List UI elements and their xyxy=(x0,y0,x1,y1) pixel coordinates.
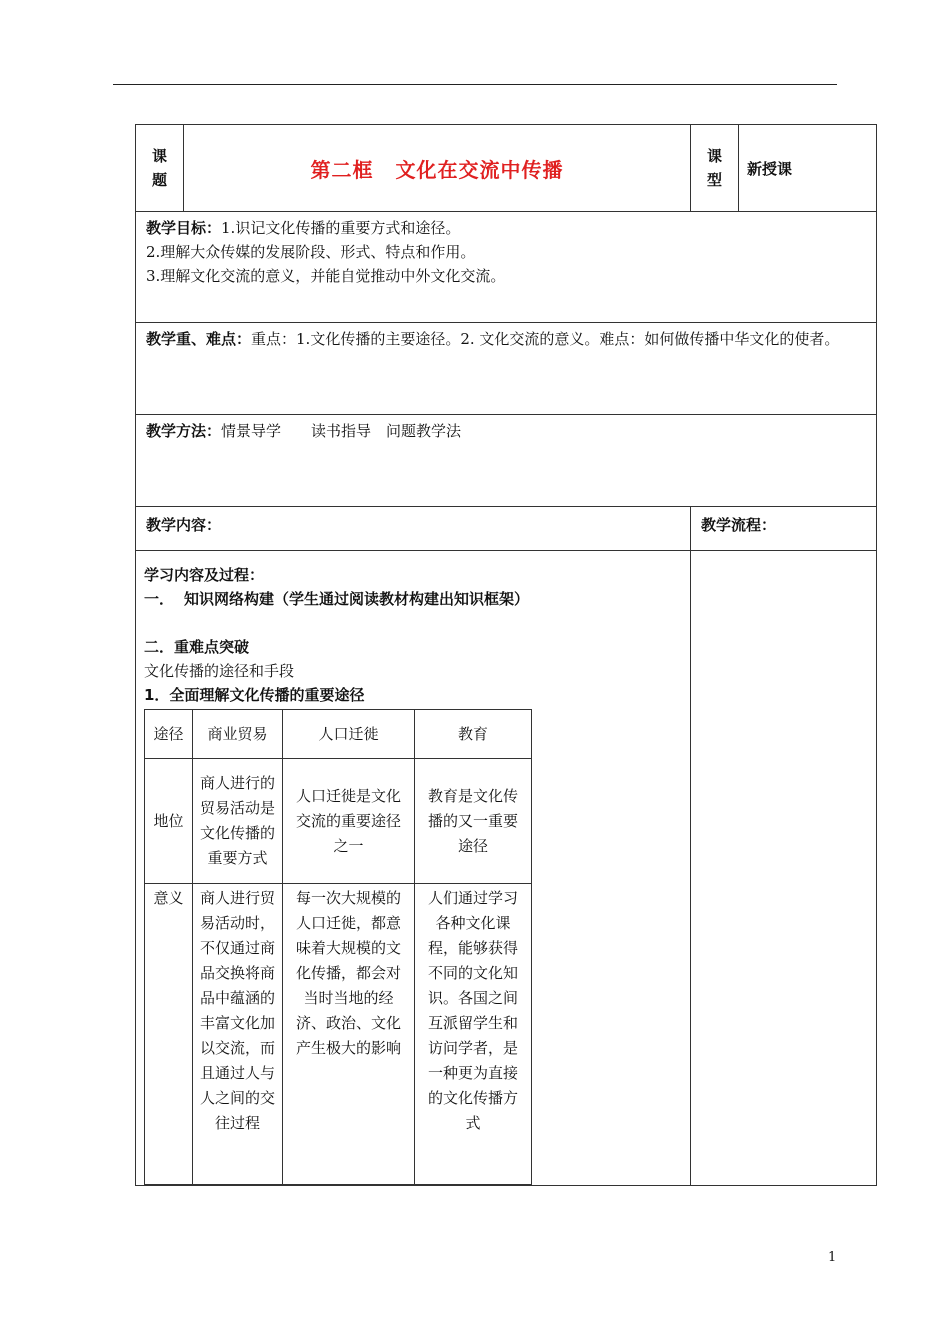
row-label: 地位 xyxy=(145,759,193,884)
topic-label-cell xyxy=(136,125,184,212)
goals-row xyxy=(136,212,877,323)
methods-row xyxy=(136,415,877,507)
key-points-text: 重点：1.文化传播的主要途径。2. 文化交流的意义。难点：如何做传播中华文化的使者。 xyxy=(251,330,840,348)
title-part-2: 文化在交流中传播 xyxy=(395,157,564,182)
content-heading: 学习内容及过程： xyxy=(144,566,265,584)
table-row xyxy=(145,759,532,884)
item-1 xyxy=(144,587,682,611)
content-label: 教学内容： xyxy=(136,507,691,551)
header-cell: 商业贸易 xyxy=(193,710,283,759)
table-cell: 每一次大规模的人口迁徙，都意味着大规模的文化传播，都会对当时当地的经济、政治、文化产生极大的影响 xyxy=(283,884,415,1185)
goal-line-1: 1.识记文化传播的重要方式和途径。 xyxy=(221,219,461,237)
content-flow-label-row xyxy=(136,507,877,551)
methods-text: 情景导学 读书指导 问题教学法 xyxy=(221,422,462,440)
section-1-heading: 1．全面理解文化传播的重要途径 xyxy=(144,686,365,704)
content-row xyxy=(136,551,877,1186)
table-cell: 教育是文化传播的又一重要途径 xyxy=(415,759,532,884)
header-cell: 人口迁徙 xyxy=(283,710,415,759)
key-points-row xyxy=(136,323,877,415)
lesson-plan-table xyxy=(135,124,877,1186)
methods-cell xyxy=(136,415,877,507)
goal-line-2: 2.理解大众传媒的发展阶段、形式、特点和作用。 xyxy=(146,243,476,261)
table-cell: 商人进行的贸易活动是文化传播的重要方式 xyxy=(193,759,283,884)
header-row xyxy=(136,125,877,212)
goals-cell xyxy=(136,212,877,323)
row-label: 意义 xyxy=(145,884,193,1185)
type-label-cell xyxy=(691,125,739,212)
type-label: 课型 xyxy=(706,147,722,189)
lesson-title xyxy=(184,125,691,212)
page-number: 1 xyxy=(828,1250,837,1265)
content-cell xyxy=(136,551,691,1186)
table-row xyxy=(145,884,532,1185)
goals-label: 教学目标： xyxy=(146,219,222,237)
item-1-text: 知识网络构建（学生通过阅读教材构建出知识框架） xyxy=(184,590,530,608)
table-cell: 人口迁徙是文化交流的重要途径之一 xyxy=(283,759,415,884)
flow-cell xyxy=(691,551,877,1186)
table-cell: 人们通过学习各种文化课程，能够获得不同的文化知识。各国之间互派留学生和访问学者，是一种更为直接的文化传播方式 xyxy=(415,884,532,1185)
pathways-header-row xyxy=(145,710,532,759)
table-cell: 商人进行贸易活动时，不仅通过商品交换将商品中蕴涵的丰富文化加以交流，而且通过人与人之间的交往过程 xyxy=(193,884,283,1185)
flow-label: 教学流程： xyxy=(691,507,877,551)
subtopic: 文化传播的途径和手段 xyxy=(144,662,295,680)
item-1-number: 一． xyxy=(144,590,175,608)
title-part-1: 第二框 xyxy=(310,157,374,182)
goal-line-3: 3.理解文化交流的意义，并能自觉推动中外文化交流。 xyxy=(146,267,506,285)
topic-label: 课题 xyxy=(151,147,167,189)
key-points-cell xyxy=(136,323,877,415)
methods-label: 教学方法： xyxy=(146,422,222,440)
type-value: 新授课 xyxy=(739,125,877,212)
item-2: 二．重难点突破 xyxy=(144,638,250,656)
header-rule xyxy=(113,84,837,85)
key-points-label: 教学重、难点： xyxy=(146,330,252,348)
pathways-table xyxy=(144,709,532,1185)
header-cell: 途径 xyxy=(145,710,193,759)
header-cell: 教育 xyxy=(415,710,532,759)
